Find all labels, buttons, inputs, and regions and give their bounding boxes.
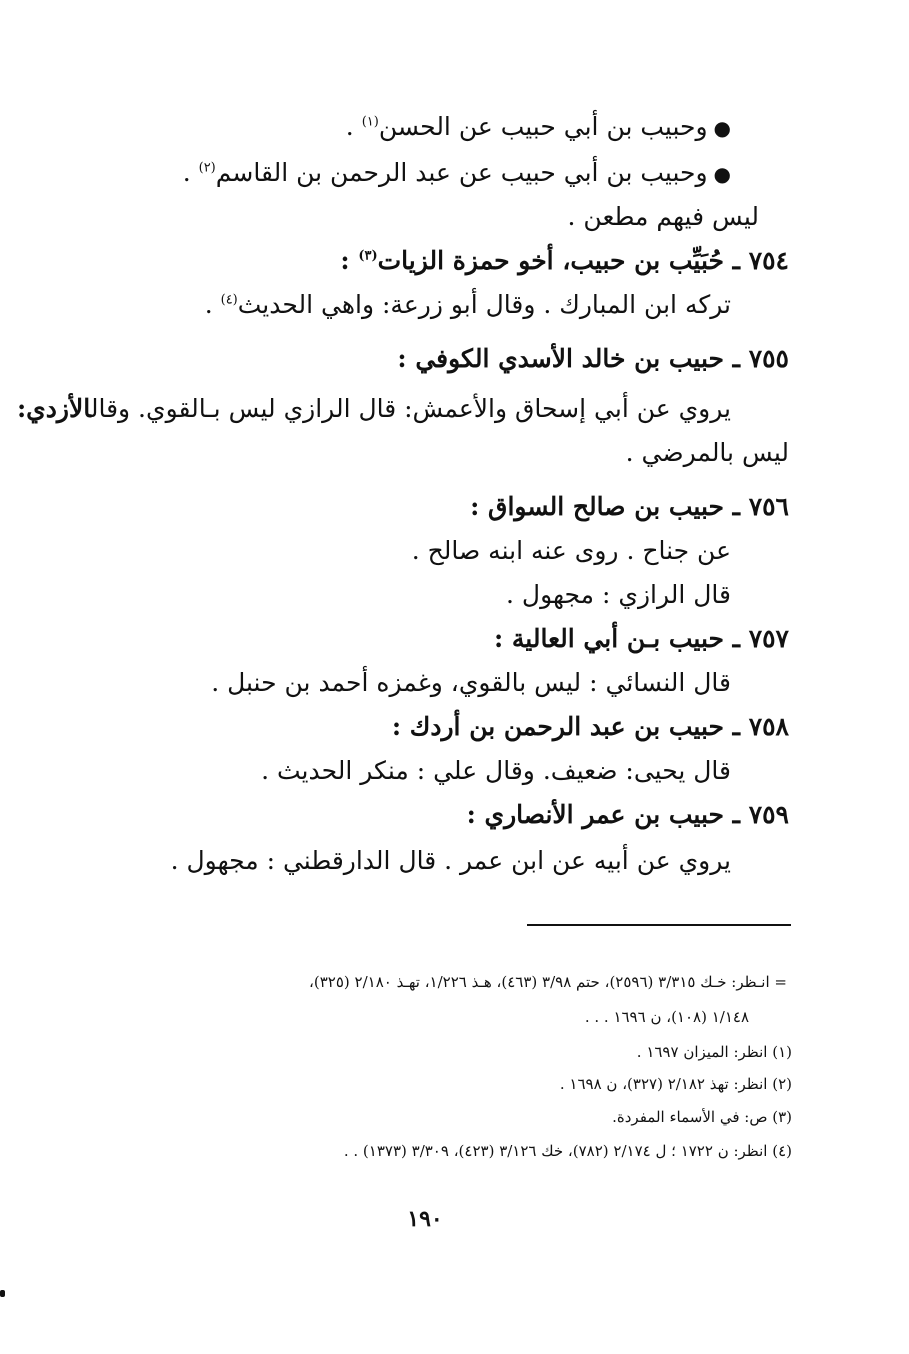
footnote-1: (١) انظر: الميزان ١٦٩٧ . bbox=[636, 1043, 792, 1061]
entry-text-759: يروي عن أبيه عن ابن عمر . قال الدارقطني : مجهول . bbox=[170, 846, 731, 875]
footnote-ref-1: (١) bbox=[361, 114, 379, 130]
entry-text-756-line1: عن جناح . روى عنه ابنه صالح . bbox=[411, 536, 731, 565]
bullet-icon: ● bbox=[713, 116, 731, 140]
footnote-2: (٢) انظر: تهذ ٢/١٨٢ (٣٢٧)، ن ١٦٩٨ . bbox=[559, 1075, 792, 1093]
footnote-ref-4: (٤) bbox=[220, 292, 238, 308]
line-no-criticism: ليس فيهم مطعن . bbox=[567, 202, 759, 231]
entry-heading-759: ٧٥٩ ـ حبيب بن عمر الأنصاري : bbox=[466, 800, 789, 829]
line-habib-qasim: ●وحبيب بن أبي حبيب عن عبد الرحمن بن القاسم$^{(٢)}$ . bbox=[182, 158, 731, 187]
entry-heading-757: ٧٥٧ ـ حبيب بـن أبي العالية : bbox=[493, 624, 789, 653]
footnote-continued-line1: = انـظر: خـك ٣/٣١٥ (٢٥٩٦)، حتم ٣/٩٨ (٤٦٣)، هـذ ١/٢٢٦، تهـذ ٢/١٨٠ (٣٢٥)، bbox=[309, 973, 787, 991]
line-habib-hasan: ●وحبيب بن أبي حبيب عن الحسن$^{(١)}$ . bbox=[345, 112, 731, 141]
footnote-ref-2: (٢) bbox=[198, 160, 216, 176]
footnote-continued-line2: ١/١٤٨ (١٠٨)، ن ١٦٩٦ . . . bbox=[584, 1008, 749, 1026]
entry-heading-756: ٧٥٦ ـ حبيب بن صالح السواق : bbox=[470, 492, 789, 521]
entry-text-755-line1: يروي عن أبي إسحاق والأعمش: قال الرازي ليس بـالقوي. وقالالأزدي: bbox=[16, 394, 731, 423]
entry-text-754: تركه ابن المبارك . وقال أبو زرعة: واهي الحديث$^{(٤)}$ . bbox=[204, 290, 731, 319]
entry-heading-758: ٧٥٨ ـ حبيب بن عبد الرحمن بن أردك : bbox=[391, 712, 789, 741]
footnote-3: (٣) ص: في الأسماء المفردة. bbox=[612, 1108, 792, 1126]
entry-text-755-line2: ليس بالمرضي . bbox=[625, 438, 789, 467]
entry-text-756-line2: قال الرازي : مجهول . bbox=[506, 580, 731, 609]
footnote-4: (٤) انظر: ن ١٧٢٢ ؛ ل ٢/١٧٤ (٧٨٢)، خك ٣/١٢٦ (٤٢٣)، ٣/٣٠٩ (١٣٧٣) . . bbox=[343, 1142, 792, 1160]
page-number: ١٩٠ bbox=[407, 1206, 443, 1232]
scan-mark bbox=[0, 1290, 5, 1297]
entry-heading-754: ٧٥٤ ـ حُبَيِّب بن حبيب، أخو حمزة الزيات$^{(٣)}$ : bbox=[340, 246, 789, 275]
entry-text-757: قال النسائي : ليس بالقوي، وغمزه أحمد بن حنبل . bbox=[211, 668, 731, 697]
footnote-divider bbox=[527, 924, 791, 926]
bullet-icon: ● bbox=[713, 162, 731, 186]
footnote-ref-3: (٣) bbox=[358, 248, 378, 264]
entry-heading-755: ٧٥٥ ـ حبيب بن خالد الأسدي الكوفي : bbox=[397, 344, 789, 373]
entry-text-758: قال يحيى: ضعيف. وقال علي : منكر الحديث . bbox=[261, 756, 731, 785]
